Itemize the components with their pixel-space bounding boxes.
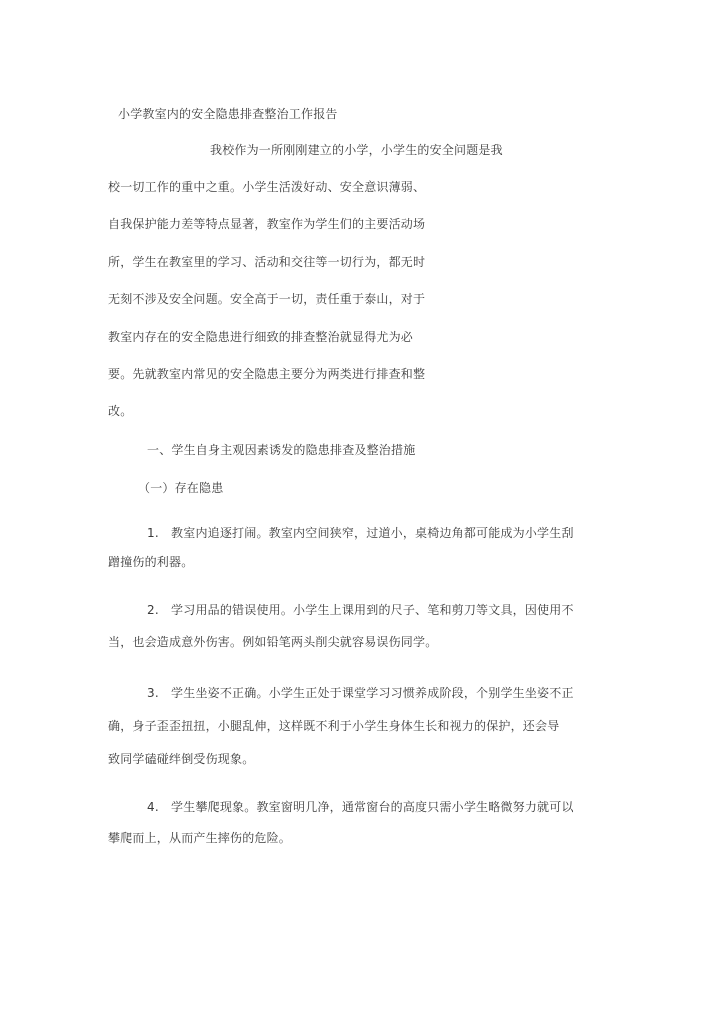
- section-heading: 一、学生自身主观因素诱发的隐患排查及整治措施: [147, 443, 416, 457]
- list-item-line: 2. 学习用品的错误使用。小学生上课用到的尺子、笔和剪刀等文具，因使用不: [147, 603, 574, 617]
- intro-line: 所，学生在教室里的学习、活动和交往等一切行为，都无时: [108, 255, 426, 269]
- list-item-line: 攀爬而上，从而产生摔伤的危险。: [108, 831, 292, 845]
- intro-line: 我校作为一所刚刚建立的小学，小学生的安全问题是我: [210, 143, 503, 157]
- document-title: 小学教室内的安全隐患排查整治工作报告: [118, 107, 338, 121]
- list-item-line: 1. 教室内追逐打闹。教室内空间狭窄，过道小，桌椅边角都可能成为小学生刮: [147, 526, 574, 540]
- intro-line: 校一切工作的重中之重。小学生活泼好动、安全意识薄弱、: [108, 180, 426, 194]
- intro-line: 要。先就教室内常见的安全隐患主要分为两类进行排查和整: [108, 367, 426, 381]
- list-item-line: 当，也会造成意外伤害。例如铅笔两头削尖就容易误伤同学。: [108, 635, 438, 649]
- list-item-line: 致同学磕碰绊倒受伤现象。: [108, 752, 255, 766]
- intro-line: 无刻不涉及安全问题。安全高于一切，责任重于泰山，对于: [108, 292, 426, 306]
- list-item-line: 3. 学生坐姿不正确。小学生正处于课堂学习习惯养成阶段，个别学生坐姿不正: [147, 686, 574, 700]
- list-item-line: 4. 学生攀爬现象。教室窗明几净，通常窗台的高度只需小学生略微努力就可以: [147, 800, 574, 814]
- subsection-heading: （一）存在隐患: [138, 481, 224, 495]
- intro-line: 教室内存在的安全隐患进行细致的排查整治就显得尤为必: [108, 330, 414, 344]
- list-item-line: 确，身子歪歪扭扭，小腿乱伸，这样既不利于小学生身体生长和视力的保护，还会导: [108, 719, 560, 733]
- intro-line: 自我保护能力差等特点显著，教室作为学生们的主要活动场: [108, 217, 426, 231]
- list-item-line: 蹭撞伤的利器。: [108, 555, 194, 569]
- intro-line: 改。: [108, 404, 133, 418]
